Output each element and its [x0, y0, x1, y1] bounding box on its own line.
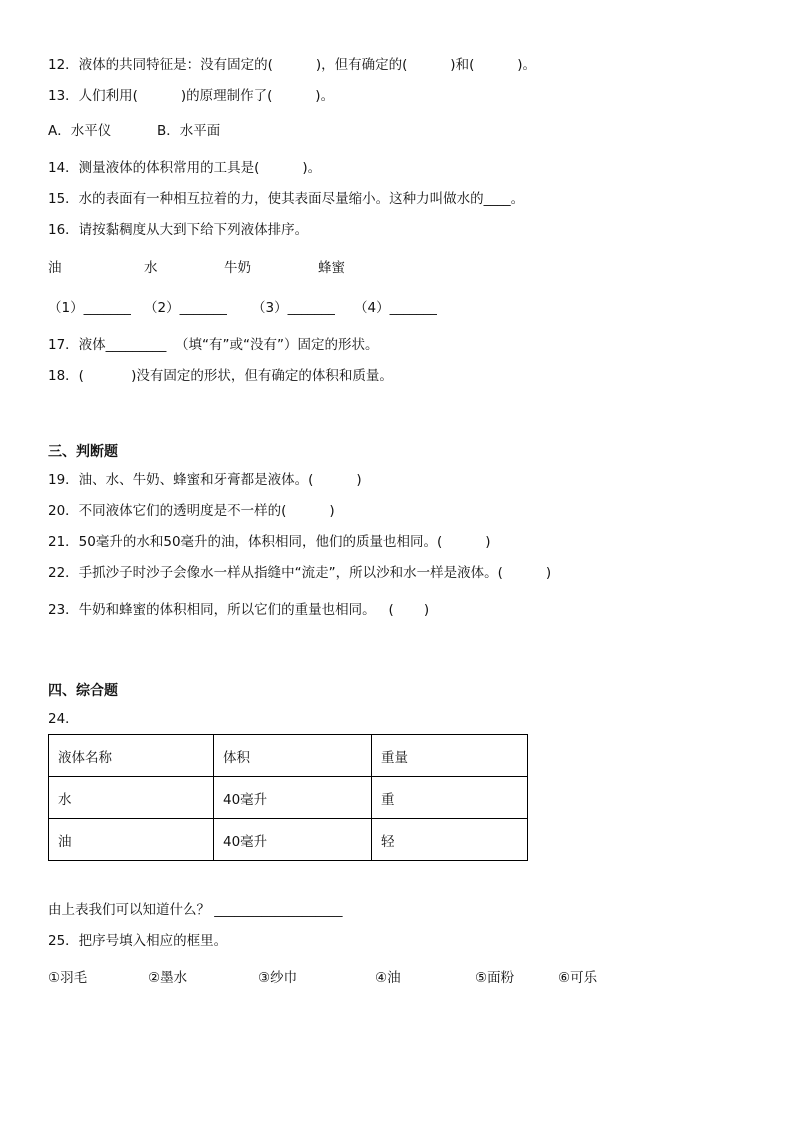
question-25: 25．把序号填入相应的框里。	[48, 933, 228, 949]
table-header-cell: 重量	[372, 735, 528, 777]
q25-item-4: ④油	[375, 970, 401, 986]
table-row	[49, 777, 528, 819]
question-20: 20．不同液体它们的透明度是不一样的( )	[48, 503, 335, 519]
question-18: 18．( )没有固定的形状，但有确定的体积和质量。	[48, 368, 393, 384]
question-12: 12．液体的共同特征是：没有固定的( )，但有确定的( )和( )。	[48, 57, 537, 73]
table-row	[49, 819, 528, 861]
q13-option-a: A．水平仪	[48, 123, 112, 139]
question-22: 22．手抓沙子时沙子会像水一样从指缝中“流走”，所以沙和水一样是液体。( )	[48, 565, 552, 581]
q16-blank-2[interactable]: （2）_______	[144, 300, 227, 316]
q16-blank-1[interactable]: （1）_______	[48, 300, 131, 316]
q16-blank-4[interactable]: （4）_______	[354, 300, 437, 316]
table-cell: 水	[49, 777, 214, 819]
question-16: 16．请按黏稠度从大到下给下列液体排序。	[48, 222, 309, 238]
liquid-table	[48, 734, 528, 861]
table-cell: 重	[372, 777, 528, 819]
q25-item-5: ⑤面粉	[475, 970, 515, 986]
table-cell: 40毫升	[214, 777, 372, 819]
q25-item-2: ②墨水	[148, 970, 188, 986]
question-24-prompt: 由上表我们可以知道什么？ ___________________	[48, 902, 343, 918]
q16-item-oil: 油	[48, 260, 62, 276]
question-17: 17．液体_________ （填“有”或“没有”）固定的形状。	[48, 337, 379, 353]
table-cell: 40毫升	[214, 819, 372, 861]
q13-option-b: B．水平面	[157, 123, 221, 139]
q16-item-water: 水	[144, 260, 158, 276]
question-15: 15．水的表面有一种相互拉着的力，使其表面尽量缩小。这种力叫做水的____。	[48, 191, 525, 207]
q25-item-1: ①羽毛	[48, 970, 88, 986]
question-14: 14．测量液体的体积常用的工具是( )。	[48, 160, 322, 176]
q25-item-3: ③纱巾	[258, 970, 298, 986]
table-header-cell: 液体名称	[49, 735, 214, 777]
table-header-row	[49, 735, 528, 777]
table-cell: 轻	[372, 819, 528, 861]
question-13: 13．人们利用( )的原理制作了( )。	[48, 88, 335, 104]
question-19: 19．油、水、牛奶、蜂蜜和牙膏都是液体。( )	[48, 472, 362, 488]
section-4-title: 四、综合题	[48, 683, 118, 699]
table-header-cell: 体积	[214, 735, 372, 777]
table-cell: 油	[49, 819, 214, 861]
section-3-title: 三、判断题	[48, 444, 118, 460]
q16-item-honey: 蜂蜜	[318, 260, 345, 276]
question-23: 23．牛奶和蜂蜜的体积相同，所以它们的重量也相同。 ( )	[48, 602, 430, 618]
q16-blank-3[interactable]: （3）_______	[252, 300, 335, 316]
q25-item-6: ⑥可乐	[558, 970, 598, 986]
q16-item-milk: 牛奶	[224, 260, 251, 276]
question-21: 21．50毫升的水和50毫升的油，体积相同，他们的质量也相同。( )	[48, 534, 491, 550]
question-24-label: 24．	[48, 711, 79, 727]
